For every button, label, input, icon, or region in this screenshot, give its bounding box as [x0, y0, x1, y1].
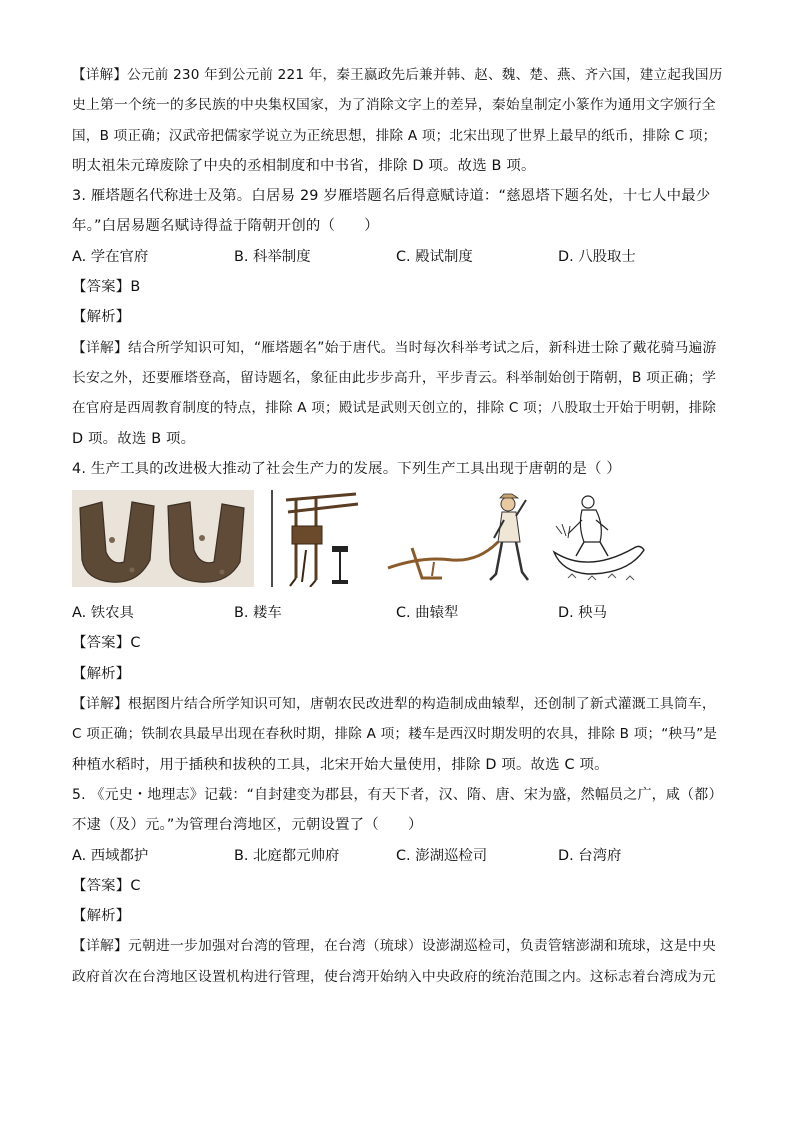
curved-shaft-plough-drawing [382, 490, 538, 587]
option-b: B. 北庭都元帅府 [234, 847, 340, 864]
question-stem: 年。”白居易题名赋诗得益于隋朝开创的（ ） [72, 218, 379, 235]
question-pictures [72, 490, 724, 596]
text-line: 【详解】公元前 230 年到公元前 221 年，秦王嬴政先后兼并韩、赵、魏、楚、燕、齐六国，建立起我国历 [72, 67, 723, 83]
text-line: 【详解】结合所学知识可知，“雁塔题名”始于唐代。当时每次科举考试之后，新科进士除了戴花骑马遍游 [72, 339, 717, 356]
answer-options [72, 841, 724, 871]
question-stem: 3. 雁塔题名代称进士及第。白居易 29 岁雁塔题名后得意赋诗道：“慈恩塔下题名处，十七人中最少 [72, 188, 711, 205]
question-stem: 5. 《元史・地理志》记载：“自封建变为郡县，有天下者，汉、隋、唐、宋为盛，然幅员之广，咸（都） [72, 786, 723, 803]
text-line: 【详解】根据图片结合所学知识可知，唐朝农民改进犁的构造制成曲辕犁，还创制了新式灌溉工具筒车， [72, 696, 716, 713]
text-line: 史上第一个统一的多民族的中央集权国家，为了消除文字上的差异，秦始皇制定小篆作为通用文字颁行全 [72, 97, 716, 114]
analysis-label: 【解析】 [72, 309, 131, 326]
rice-seedling-horse-drawing [548, 490, 648, 587]
answer-options [72, 242, 724, 272]
option-c: C. 澎湖巡检司 [396, 847, 488, 864]
seed-drill-photo [266, 490, 368, 587]
option-d: D. 秧马 [558, 605, 608, 622]
text-line: 【详解】元朝进一步加强对台湾的管理，在台湾（琉球）设澎湖巡检司，负责管辖澎湖和琉球，这是中央 [72, 938, 716, 955]
answer-label: 【答案】B [72, 279, 141, 296]
option-d: D. 台湾府 [558, 847, 622, 864]
option-a: A. 西域都护 [72, 847, 149, 864]
option-d: D. 八股取士 [558, 248, 636, 265]
option-c: C. 殿试制度 [396, 248, 473, 265]
text-line: 明太祖朱元璋废除了中央的丞相制度和中书省，排除 D 项。故选 B 项。 [72, 157, 536, 174]
text-line: 种植水稻时，用于插秧和拔秧的工具，北宋开始大量使用，排除 D 项。故选 C 项。 [72, 756, 609, 773]
q2-explanation [72, 60, 724, 181]
option-c: C. 曲辕犁 [396, 605, 459, 622]
text-line: 长安之外，还要雁塔登高，留诗题名，象征由此步步高升，平步青云。科举制始创于隋朝，B 项正确；学 [72, 369, 717, 386]
answer-label: 【答案】C [72, 635, 141, 652]
answer-options [72, 598, 724, 628]
question-stem: 不逮（及）元。”为管理台湾地区，元朝设置了（ ） [72, 817, 423, 834]
question-3 [72, 181, 724, 454]
answer-label: 【答案】C [72, 877, 141, 894]
question-stem: 4. 生产工具的改进极大推动了社会生产力的发展。下列生产工具出现于唐朝的是（ ） [72, 460, 621, 477]
question-5 [72, 780, 724, 992]
analysis-label: 【解析】 [72, 908, 131, 925]
text-line: 国，B 项正确；汉武帝把儒家学说立为正统思想，排除 A 项；北宋出现了世界上最早的纸币，排除 C 项； [72, 127, 717, 144]
text-line: 在官府是西周教育制度的特点，排除 A 项；殿试是武则天创立的，排除 C 项；八股取士开始于明朝，排除 [72, 400, 717, 417]
text-line: 政府首次在台湾地区设置机构进行管理，使台湾开始纳入中央政府的统治范围之内。这标志着台湾成为元 [72, 968, 716, 985]
option-a: A. 学在官府 [72, 248, 149, 265]
option-a: A. 铁农具 [72, 605, 134, 622]
option-b: B. 科举制度 [234, 248, 311, 265]
question-4 [72, 454, 724, 780]
document-page [72, 60, 724, 992]
text-line: D 项。故选 B 项。 [72, 430, 196, 447]
analysis-label: 【解析】 [72, 665, 131, 682]
option-b: B. 耧车 [234, 605, 282, 622]
text-line: C 项正确；铁制农具最早出现在春秋时期，排除 A 项；耧车是西汉时期发明的农具，排除 B 项；“秧马”是 [72, 726, 718, 743]
iron-farm-tools-photo [72, 490, 254, 587]
